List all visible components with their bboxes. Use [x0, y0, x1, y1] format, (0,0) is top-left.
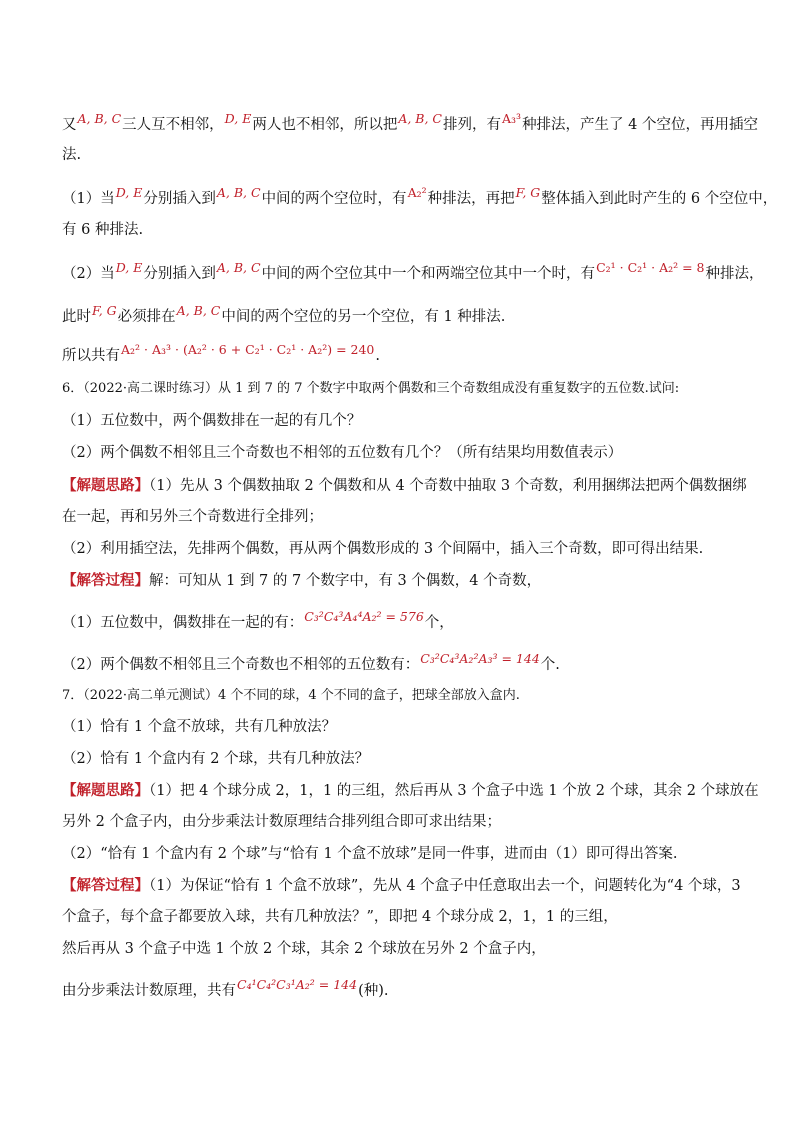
- solution-process: [62, 908, 752, 926]
- text: 必须排在: [117, 309, 176, 325]
- text: 解：可知从 1 到 7 的 7 个数字中，有 3 个偶数，4 个奇数，: [149, 573, 542, 589]
- math-expression: D, E: [115, 260, 143, 275]
- text: 个盒子，每个盒子都要放入球，共有几种放法？”，即把 4 个球分成 2，1，1 的三组，: [62, 909, 618, 925]
- paragraph-line: [62, 260, 764, 283]
- text: 有 6 种排法.: [62, 222, 144, 238]
- sub-question: [62, 412, 752, 430]
- idea-label: 【解题思路】: [62, 477, 149, 494]
- text: 中间的两个空位其中一个和两端空位其中一个时，有: [261, 266, 596, 282]
- text: （2）两个偶数不相邻且三个奇数也不相邻的五位数有：: [62, 657, 420, 673]
- text: （1）五位数中，两个偶数排在一起的有几个？: [62, 413, 362, 429]
- text: (种).: [358, 983, 389, 999]
- text: 6．（2022·高二课时练习）从 1 到 7 的 7 个数字中取两个偶数和三个奇数组成没有重复数字的五位数.试问:: [62, 381, 680, 396]
- solution-idea: [62, 782, 759, 800]
- math-expression: A₂²: [407, 185, 427, 200]
- text: （1）五位数中，偶数排在一起的有：: [62, 615, 304, 631]
- process-label: 【解答过程】: [62, 877, 149, 894]
- paragraph-line: [62, 221, 752, 239]
- answer-line: [62, 977, 752, 1000]
- solution-process: [62, 940, 752, 958]
- math-expression: A₂² · A₃³ · (A₂² · 6 + C₂¹ · C₂¹ · A₂²) = 240: [121, 342, 375, 357]
- text: 个.: [540, 657, 560, 673]
- text: （1）恰有 1 个盒不放球，共有几种放法？: [62, 719, 337, 735]
- solution-idea: [62, 845, 752, 863]
- text: （1）为保证“恰有 1 个盒不放球”，先从 4 个盒子中任意取出去一个，问题转化为“4 个球，3: [149, 878, 741, 894]
- text: 中间的两个空位的另一个空位，有 1 种排法.: [221, 309, 506, 325]
- paragraph-line: [62, 111, 759, 134]
- solution-idea: [62, 813, 752, 831]
- text: 中间的两个空位时，有: [261, 191, 407, 207]
- paragraph-line: [62, 146, 752, 164]
- text: .: [375, 348, 380, 364]
- math-expression: A, B, C: [176, 303, 221, 318]
- text: 两人也不相邻，所以把: [252, 117, 398, 133]
- process-label: 【解答过程】: [62, 572, 149, 589]
- text: （2）恰有 1 个盒内有 2 个球，共有几种放法？: [62, 751, 370, 767]
- math-expression: C₄¹C₄²C₃¹A₂² = 144: [237, 977, 358, 992]
- math-expression: C₃²C₄³A₂²A₃³ = 144: [420, 651, 540, 666]
- math-expression: C₃²C₄³A₄⁴A₂² = 576: [304, 609, 424, 624]
- math-expression: A, B, C: [398, 111, 442, 126]
- text: 分别插入到: [143, 266, 216, 282]
- solution-idea: [62, 477, 752, 495]
- math-expression: D, E: [115, 185, 143, 200]
- question-title: [62, 380, 752, 398]
- sub-question: [62, 750, 752, 768]
- text: 三人互不相邻，: [122, 117, 224, 133]
- paragraph-line: [62, 185, 778, 208]
- math-expression: D, E: [224, 111, 252, 126]
- solution-process: [62, 572, 752, 590]
- text: （2）“恰有 1 个盒内有 2 个球”与“恰有 1 个盒不放球”是同一件事，进而由（1）即可得出答案.: [62, 846, 678, 862]
- text: 由分步乘法计数原理，共有: [62, 983, 236, 999]
- paragraph-line: [62, 342, 752, 365]
- text: （2）当: [62, 266, 115, 282]
- math-expression: F, G: [515, 185, 541, 200]
- math-expression: A, B, C: [216, 185, 261, 200]
- text: 又: [62, 117, 77, 133]
- text: （2）利用插空法，先排两个偶数，再从两个偶数形成的 3 个间隔中，插入三个奇数，即可得出结果.: [62, 541, 704, 557]
- text: （2）两个偶数不相邻且三个奇数也不相邻的五位数有几个？（所有结果均用数值表示）: [62, 445, 623, 461]
- sub-question: [62, 718, 752, 736]
- text: 种排法，产生了 4 个空位，再用插空: [522, 117, 759, 133]
- math-expression: A, B, C: [216, 260, 261, 275]
- text: （1）把 4 个球分成 2，1，1 的三组，然后再从 3 个盒子中选 1 个放 2 个球，其余 2 个球放在: [149, 783, 759, 799]
- text: 分别插入到: [143, 191, 216, 207]
- text: 法.: [62, 147, 82, 163]
- math-expression: A, B, C: [77, 111, 122, 126]
- solution-idea: [62, 508, 752, 526]
- solution-idea: [62, 540, 752, 558]
- idea-label: 【解题思路】: [62, 782, 149, 799]
- text: 所以共有: [62, 348, 120, 364]
- text: （1）当: [62, 191, 115, 207]
- text: （1）先从 3 个偶数抽取 2 个偶数和从 4 个奇数中抽取 3 个奇数，利用捆绑法把两个偶数捆绑: [149, 478, 747, 494]
- sub-question: [62, 444, 752, 462]
- text: 此时: [62, 309, 91, 325]
- answer-line: [62, 609, 752, 632]
- text: 另外 2 个盒子内，由分步乘法计数原理结合排列组合即可求出结果；: [62, 814, 501, 830]
- answer-line: [62, 651, 752, 674]
- text: 种排法，: [705, 266, 764, 282]
- text: 种排法，再把: [427, 191, 515, 207]
- solution-process: [62, 877, 752, 895]
- text: 7．（2022·高二单元测试）4 个不同的球，4 个不同的盒子，把球全部放入盒内.: [62, 688, 520, 703]
- question-title: [62, 687, 752, 705]
- paragraph-line: [62, 303, 752, 326]
- math-expression: A₃³: [502, 111, 522, 126]
- math-expression: C₂¹ · C₂¹ · A₂² = 8: [596, 260, 705, 275]
- text: 排列，有: [443, 117, 501, 133]
- text: 整体插入到此时产生的 6 个空位中，: [541, 191, 778, 207]
- text: 然后再从 3 个盒子中选 1 个放 2 个球，其余 2 个球放在另外 2 个盒子内，: [62, 941, 546, 957]
- text: 个，: [424, 615, 454, 631]
- text: 在一起，再和另外三个奇数进行全排列；: [62, 509, 323, 525]
- math-expression: F, G: [92, 303, 117, 318]
